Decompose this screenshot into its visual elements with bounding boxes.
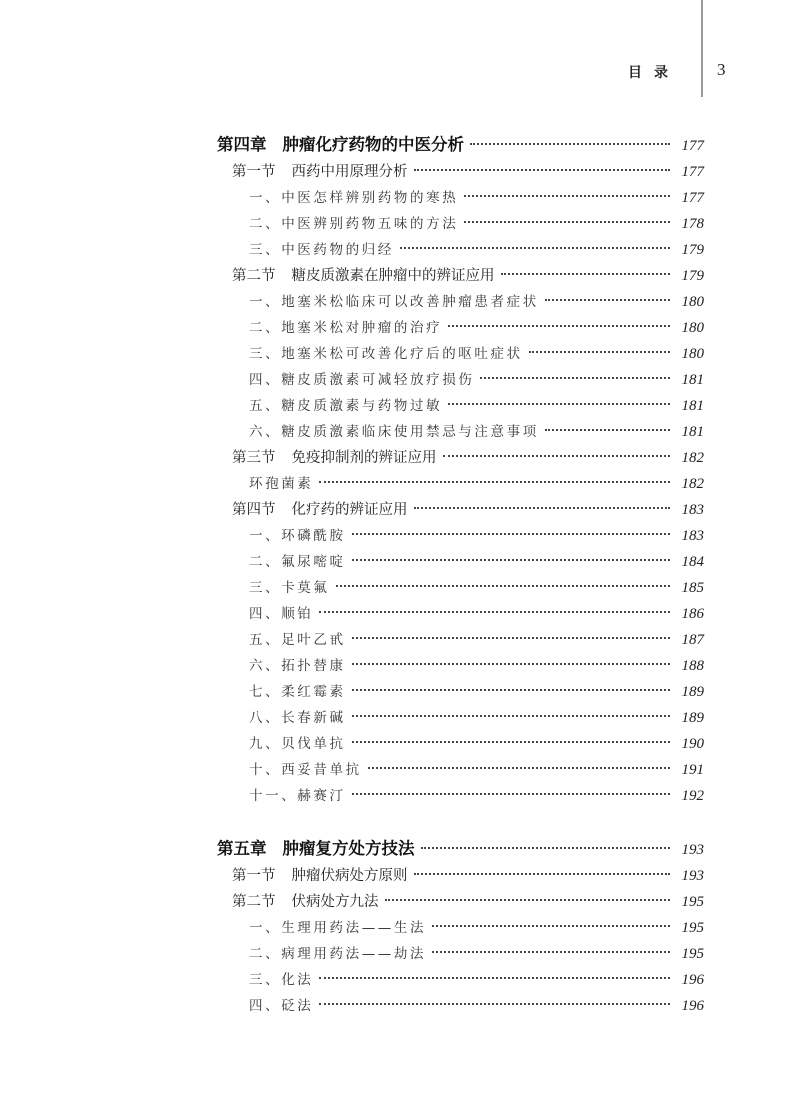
- dot-leader: [350, 544, 670, 566]
- toc-entry-item[interactable]: [249, 518, 704, 544]
- toc-entry-item[interactable]: [249, 466, 704, 492]
- toc-entry-page: 180: [681, 346, 704, 362]
- toc-entry-page: 181: [681, 424, 704, 440]
- toc-entry-page: 188: [681, 658, 704, 674]
- toc-entry-page: 189: [681, 684, 704, 700]
- toc-entry-title: 十、西妥昔单抗: [249, 762, 362, 778]
- toc-entry-item[interactable]: [249, 180, 704, 206]
- toc-entry-title: 二、病理用药法——劫法: [249, 946, 427, 962]
- toc-entry-item[interactable]: [249, 700, 704, 726]
- toc-entry-page: 192: [681, 788, 704, 804]
- toc-entry-title: [217, 131, 468, 155]
- toc-entry-title: 二、氟尿嘧啶: [249, 554, 346, 570]
- dot-leader: [317, 596, 670, 618]
- toc-entry-heading: 糖皮质激素在肿瘤中的辨证应用: [291, 268, 495, 284]
- toc-entry-item[interactable]: [249, 284, 704, 310]
- toc-entry-title: 七、柔红霉素: [249, 684, 346, 700]
- toc-entry-item[interactable]: [249, 962, 704, 988]
- dot-leader: [412, 492, 671, 514]
- toc-entry-page: 195: [681, 894, 704, 910]
- dot-leader: [462, 180, 670, 202]
- toc-entry-title: 三、地塞米松可改善化疗后的呕吐症状: [249, 346, 523, 362]
- toc-entry-page: 181: [681, 372, 704, 388]
- toc-entry-title: 六、拓扑替康: [249, 658, 346, 674]
- toc-entry-title: 一、地塞米松临床可以改善肿瘤患者症状: [249, 294, 539, 310]
- page-number: 3: [717, 60, 726, 79]
- dot-leader: [468, 128, 670, 150]
- dot-leader: [350, 518, 670, 540]
- toc-entry-page: 187: [681, 632, 704, 648]
- dot-leader: [350, 622, 670, 644]
- toc-entry-title: 三、化法: [249, 972, 314, 988]
- dot-leader: [350, 778, 670, 800]
- toc-entry-title: 四、砭法: [249, 998, 314, 1014]
- toc-entry-page: 185: [681, 580, 704, 596]
- toc-entry-title: [232, 498, 412, 519]
- toc-entry-item[interactable]: [249, 414, 704, 440]
- toc-entry-title: 一、生理用药法——生法: [249, 920, 427, 936]
- toc-entry-heading: 西药中用原理分析: [291, 164, 408, 180]
- toc-entry-section[interactable]: [232, 440, 704, 466]
- toc-entry-item[interactable]: [249, 544, 704, 570]
- dot-leader: [350, 648, 670, 670]
- toc-entry-item[interactable]: [249, 336, 704, 362]
- toc-entry-title: [232, 890, 383, 911]
- toc-entry-title: [232, 160, 412, 181]
- toc-entry-title: 三、中医药物的归经: [249, 242, 394, 258]
- toc-entry-item[interactable]: [249, 910, 704, 936]
- toc-entry-item[interactable]: [249, 752, 704, 778]
- toc-entry-page: 178: [681, 216, 704, 232]
- toc-entry-item[interactable]: [249, 726, 704, 752]
- dot-leader: [398, 232, 670, 254]
- toc-entry-item[interactable]: [249, 674, 704, 700]
- dot-leader: [478, 362, 670, 384]
- toc-entry-heading: 化疗药的辨证应用: [291, 502, 408, 518]
- toc-entry-chapter[interactable]: [217, 128, 704, 154]
- toc-entry-title: [232, 864, 412, 885]
- toc-entry-title: 九、贝伐单抗: [249, 736, 346, 752]
- toc-entry-page: 196: [681, 998, 704, 1014]
- toc-entry-title: 一、环磷酰胺: [249, 528, 346, 544]
- toc-entry-number: 第三节: [232, 450, 276, 466]
- toc-entry-item[interactable]: [249, 648, 704, 674]
- dot-leader: [527, 336, 670, 358]
- toc-entry-number: 第一节: [232, 868, 276, 884]
- dot-leader: [430, 936, 670, 958]
- toc-entry-page: 193: [681, 868, 704, 884]
- dot-leader: [366, 752, 670, 774]
- toc-entry-item[interactable]: [249, 570, 704, 596]
- dot-leader: [412, 858, 671, 880]
- dot-leader: [446, 388, 670, 410]
- dot-leader: [441, 440, 671, 462]
- toc-entry-title: 一、中医怎样辨别药物的寒热: [249, 190, 459, 206]
- dot-leader: [543, 414, 670, 436]
- toc-entry-title: 十一、赫赛汀: [249, 788, 346, 804]
- toc-entry-item[interactable]: [249, 778, 704, 804]
- dot-leader: [446, 310, 670, 332]
- toc-entry-title: 三、卡莫氟: [249, 580, 330, 596]
- toc-entry-title: [217, 835, 419, 859]
- toc-entry-page: 186: [681, 606, 704, 622]
- toc-entry-page: 179: [681, 242, 704, 258]
- toc-entry-page: 195: [681, 920, 704, 936]
- toc-entry-title: [232, 446, 441, 467]
- dot-leader: [350, 674, 670, 696]
- dot-leader: [317, 466, 670, 488]
- toc-entry-item[interactable]: [249, 596, 704, 622]
- toc-entry-title: 环孢菌素: [249, 476, 314, 492]
- toc-entry-chapter[interactable]: [217, 832, 704, 858]
- toc-entry-title: 四、糖皮质激素可减轻放疗损伤: [249, 372, 475, 388]
- toc-entry-section[interactable]: [232, 258, 704, 284]
- toc-entry-heading: 免疫抑制剂的辨证应用: [291, 450, 437, 466]
- dot-leader: [462, 206, 670, 228]
- toc-entry-page: 193: [681, 842, 704, 858]
- toc-entry-item[interactable]: [249, 936, 704, 962]
- toc-entry-page: 190: [681, 736, 704, 752]
- toc-entry-heading: 伏病处方九法: [291, 894, 379, 910]
- header-divider-rule: [701, 0, 703, 97]
- dot-leader: [412, 154, 671, 176]
- toc-entry-page: 177: [681, 164, 704, 180]
- dot-leader: [334, 570, 671, 592]
- toc-entry-section[interactable]: [232, 492, 704, 518]
- toc-entry-page: 183: [681, 528, 704, 544]
- toc-entry-heading: 肿瘤复方处方技法: [282, 839, 415, 858]
- toc-entry-number: 第一节: [232, 164, 276, 180]
- toc-entry-title: 五、糖皮质激素与药物过敏: [249, 398, 443, 414]
- toc-entry-number: 第四章: [217, 135, 267, 154]
- toc-entry-item[interactable]: [249, 622, 704, 648]
- toc-entry-number: 第四节: [232, 502, 276, 518]
- dot-leader: [543, 284, 670, 306]
- toc-entry-page: 180: [681, 320, 704, 336]
- toc-entry-section[interactable]: [232, 884, 704, 910]
- toc-entry-page: 177: [681, 190, 704, 206]
- toc-entry-title: [232, 264, 499, 285]
- toc-entry-page: 182: [681, 476, 704, 492]
- toc-entry-item[interactable]: [249, 310, 704, 336]
- toc-entry-item[interactable]: [249, 362, 704, 388]
- running-header-title: 目录: [628, 65, 680, 81]
- toc-entry-page: 181: [681, 398, 704, 414]
- toc-entry-item[interactable]: [249, 988, 704, 1014]
- toc-entry-page: 196: [681, 972, 704, 988]
- dot-leader: [350, 700, 670, 722]
- toc-entry-page: 183: [681, 502, 704, 518]
- toc-entry-number: 第二节: [232, 894, 276, 910]
- toc-entry-page: 182: [681, 450, 704, 466]
- toc-entry-number: 第二节: [232, 268, 276, 284]
- dot-leader: [419, 832, 671, 854]
- toc-entry-page: 189: [681, 710, 704, 726]
- toc-entry-heading: 肿瘤化疗药物的中医分析: [282, 135, 464, 154]
- dot-leader: [317, 962, 670, 984]
- toc-entry-title: 二、地塞米松对肿瘤的治疗: [249, 320, 443, 336]
- toc-entry-page: 195: [681, 946, 704, 962]
- toc-entry-title: 五、足叶乙甙: [249, 632, 346, 648]
- toc-entry-number: 第五章: [217, 839, 267, 858]
- dot-leader: [317, 988, 670, 1010]
- toc-entry-page: 184: [681, 554, 704, 570]
- toc-entry-item[interactable]: [249, 232, 704, 258]
- toc-entry-title: 八、长春新碱: [249, 710, 346, 726]
- dot-leader: [430, 910, 670, 932]
- toc-entry-title: 六、糖皮质激素临床使用禁忌与注意事项: [249, 424, 539, 440]
- toc-entry-section[interactable]: [232, 858, 704, 884]
- toc-entry-heading: 肿瘤伏病处方原则: [291, 868, 408, 884]
- toc-entry-page: 180: [681, 294, 704, 310]
- dot-leader: [383, 884, 671, 906]
- toc-entry-section[interactable]: [232, 154, 704, 180]
- toc-entry-page: 191: [681, 762, 704, 778]
- toc-entry-title: 四、顺铂: [249, 606, 314, 622]
- toc-entry-page: 177: [681, 138, 704, 154]
- toc-entry-item[interactable]: [249, 206, 704, 232]
- toc-entry-title: 二、中医辨别药物五味的方法: [249, 216, 459, 232]
- dot-leader: [350, 726, 670, 748]
- toc-entry-item[interactable]: [249, 388, 704, 414]
- dot-leader: [499, 258, 671, 280]
- toc-entry-page: 179: [681, 268, 704, 284]
